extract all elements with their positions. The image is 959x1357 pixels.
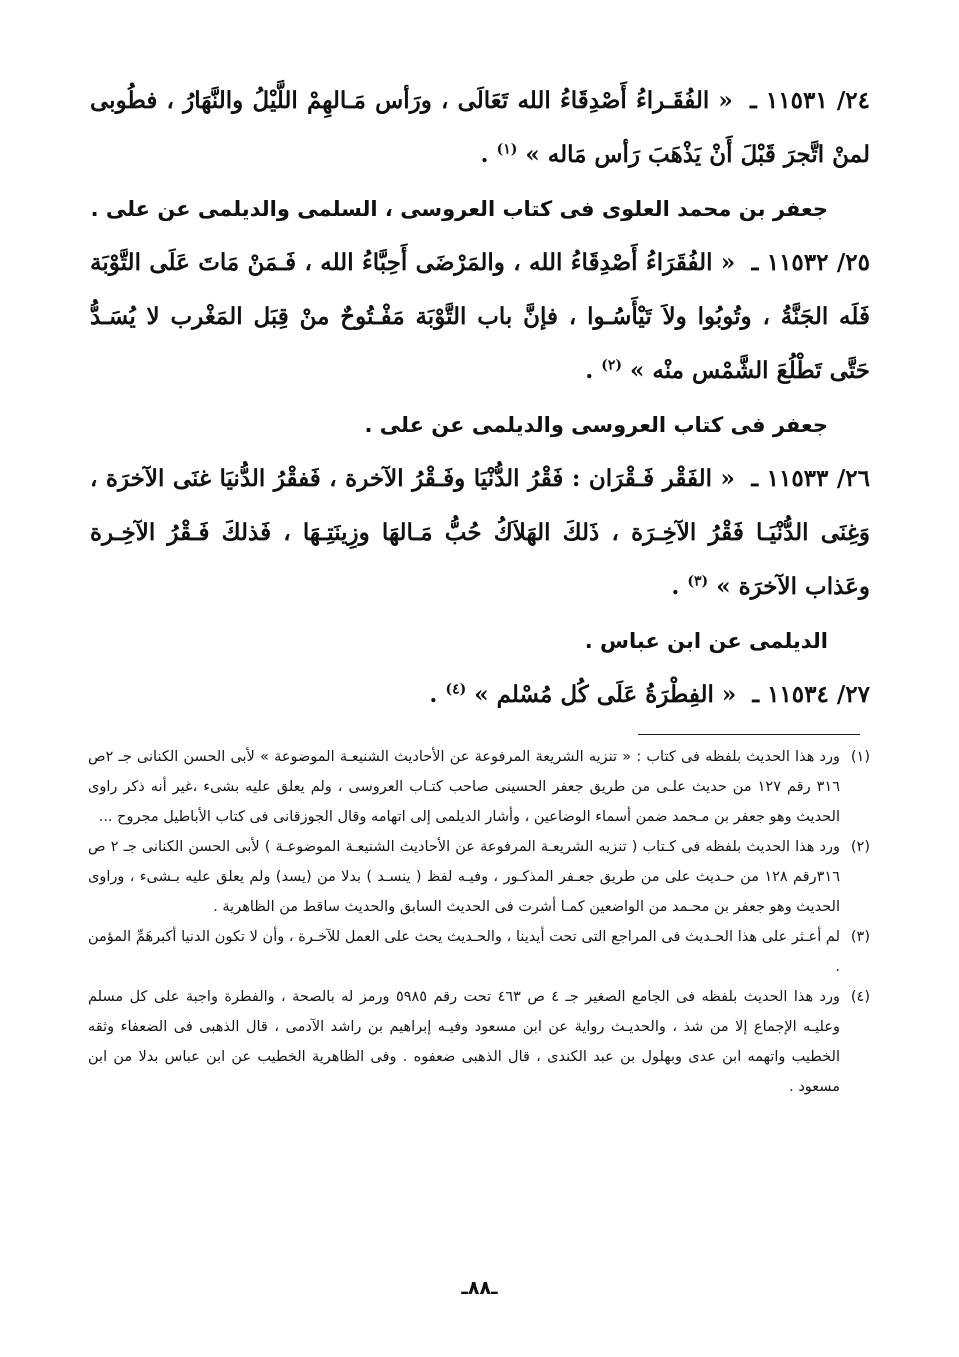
hadith-end: .	[429, 681, 446, 708]
footnote-text: ورد هذا الحديث بلفظه فى كـتاب ( تنزيه الشريعـة المرفوعة عن الأحاديث الشنيعـة الموضوعـة ) لأبى الحسن الكنانى جـ ٢ ص ٣١٦رقم ١٢٨ من حـديث على من طريق جعـفر المذكـور ، وفيـه لفظ ( ينسـد ) بدلا من (يسد) ولم يعلق عليه بـشىء ، وراوى الحديث وهو جعفر بن محـمد من الواضعين كمـا أشرت فى الحديث السابق والحديث ساقط من الظاهرية .	[88, 839, 840, 915]
footnote-number: (٢)	[850, 839, 870, 855]
hadith-number: ٢٥/ ١١٥٣٢ ـ	[751, 249, 870, 276]
hadith-source: الديلمى عن ابن عباس .	[584, 629, 828, 653]
footnote	[88, 982, 870, 1102]
hadith-number: ٢٦/ ١١٥٣٣ ـ	[751, 465, 870, 492]
hadith-end: .	[671, 573, 688, 600]
footnote-number: (٤)	[850, 989, 871, 1005]
footnote-text: لم أعـثر على هذا الحـديث فى المراجع التى تحت أيدينا ، والحـديث يحث على العمل للآخـرة ، وأن لا تكون الدنيا أكبرهَمِّ المؤمن .	[88, 929, 840, 975]
hadith-number: ٢٤/ ١١٥٣١ ـ	[750, 87, 870, 114]
hadith-text: « الفَقْر فَـقْرَان : فَقْرُ الدُّنْيَا وفَـقْرُ الآخرة ، فَفقْرُ الدُّنيَا غنَى الآخرَة ، وَغِنَى الدُّنْيَـا فَقْرُ الآخِـرَة ، ذَلكَ الهَلاَكُ حُبُّ مَـالهَا وزِينَتِـهَا ، فَذلكَ فَـقْرُ الآخِـرة وعَذاب الآخرَة »	[90, 465, 870, 600]
footnote-number: (١)	[850, 749, 870, 765]
footnote-text: ورد هذا الحديث بلفظه فى كتاب : « تنزيه الشريعة المرفوعة عن الأحاديث الشنيعـة الموضوعة » لأبى الحسن الكنانى جـ ٢ص ٣١٦ رقم ١٢٧ من حديث علـى من طريق جعفر الحسينى صاحب كتـاب العروسى ، ولم يعلق عليه بشىء ،غير أنه ذكر راوى الحديث وهو جعفر بن مـحمد ضمن أسماء الوضاعين ، وأشار الديلمى إلى اتهامه وقال الجوزقانى فى كتاب الأباطيل مجروح ...	[88, 749, 841, 825]
footnote	[88, 922, 870, 982]
footnote-text: ورد هذا الحديث بلفظه فى الجامع الصغير جـ ٤ ص ٤٦٣ تحت رقم ٥٩٨٥ ورمز له بالصحة ، والفطرة واجبة على كل مسلم وعليـه الإجماع إلا من شذ ، والحديـث رواية عن ابن مسعود وفيـه إبراهيم بن راشد الآدمى ، قال الذهبى فى الضعفاء وثقه الخطيب واتهمه ابن عدى وبهلول بن عبد الكندى ، قال الذهبى ضعفوه . وفى الظاهرية الخطيب عن ابن عباس بدلا من ابن مسعود .	[88, 989, 841, 1095]
hadith-entry	[90, 74, 870, 182]
footnote-marker: (٤)	[445, 681, 467, 698]
hadith-text: « الفُقَرَاءُ أَصْدِقَاءُ الله ، والمَرْضَى أَحِبَّاءُ الله ، فَـمَنْ مَاتَ عَلَى التَّوْبَة فَلَه الجَنَّةُ ، وتُوبُوا ولاَ تَيْأَسُـوا ، فإنَّ باب التَّوْبَة مَفْـتُوحٌ منْ قِبَل المَغْرب لا يُسَـدُّ حَتَّى تَطْلُعَ الشَّمْس منْه »	[90, 249, 870, 384]
hadith-entry	[90, 668, 870, 722]
hadith-entry	[90, 236, 870, 398]
footnote-marker: (٣)	[687, 573, 709, 590]
hadith-text: « الفُقَـراءُ أَصْدِقَاءُ الله تَعَالَى ، ورَأس مَـالهِمْ اللَّيْلُ والنَّهَارُ ، فطُوبى لمنْ اتَّجرَ قَبْلَ أَنْ يَذْهَبَ رَأس مَاله »	[90, 87, 870, 168]
hadith-text: « الفِطْرَةُ عَلَى كُل مُسْلم »	[474, 681, 737, 708]
footnote-marker: (١)	[496, 141, 518, 158]
hadith-number: ٢٧/ ١١٥٣٤ ـ	[752, 681, 870, 708]
main-text	[90, 74, 870, 722]
hadith-source: جعفر فى كتاب العروسى والديلمى عن على .	[364, 413, 828, 437]
hadith-entry	[90, 452, 870, 614]
footnote-marker: (٢)	[601, 357, 622, 374]
footnotes	[88, 742, 870, 1102]
footnote	[88, 742, 870, 832]
footnote	[88, 832, 870, 922]
footnote-separator	[638, 734, 860, 735]
page-number: ـ٨٨ـ	[461, 1277, 498, 1299]
hadith-end: .	[480, 141, 497, 168]
hadith-end: .	[585, 357, 602, 384]
footnote-number: (٣)	[850, 929, 870, 945]
hadith-source: جعفر بن محمد العلوى فى كتاب العروسى ، السلمى والديلمى عن على .	[90, 197, 828, 221]
